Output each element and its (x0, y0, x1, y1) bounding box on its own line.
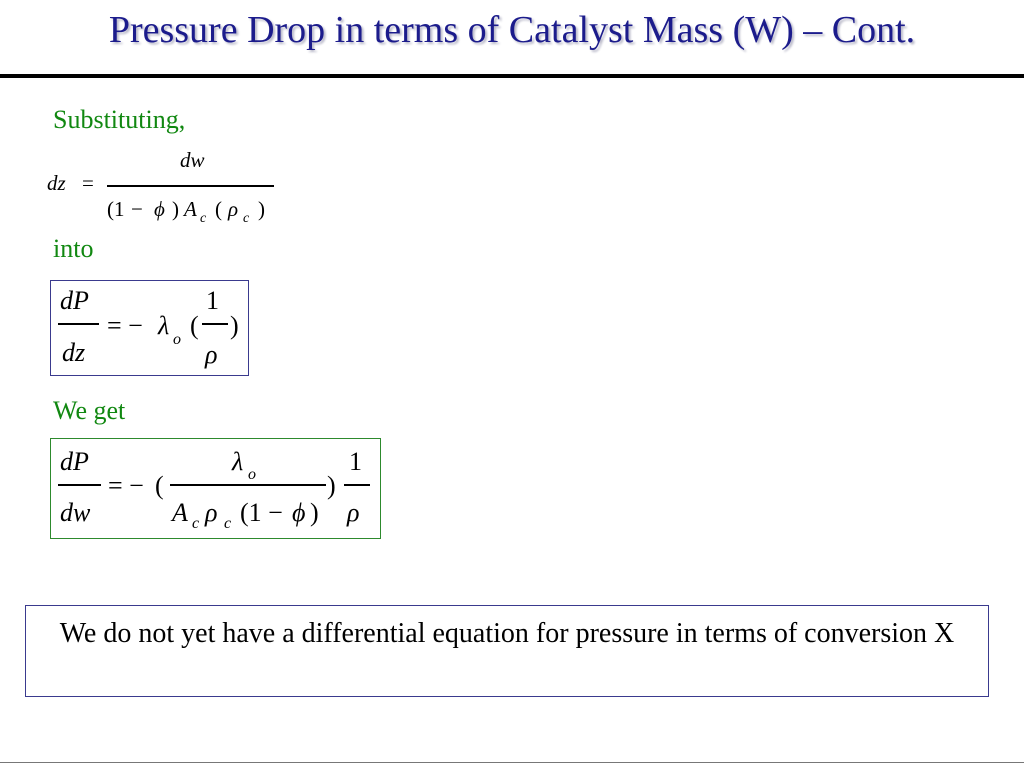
eq1-lhs: dz (47, 171, 66, 195)
eq3-equals-minus: = − (108, 471, 144, 500)
eq3-den-rho: ρ (205, 498, 218, 527)
into-label: into (53, 234, 94, 263)
eq3-lambda-sub: o (248, 466, 256, 483)
eq1-den-A: A (184, 197, 197, 221)
eq1-den-rho-sub: c (243, 211, 250, 226)
eq2-equals-minus: = − (107, 311, 143, 340)
slide-title: Pressure Drop in terms of Catalyst Mass (W) – Cont. (108, 9, 916, 51)
eq2-num: dP (60, 286, 89, 315)
eq2-fraction-bar (58, 323, 99, 325)
eq3-lambda: λ (232, 447, 244, 476)
eq1-den-phi: ϕ (154, 197, 165, 221)
eq1-den-paren-close: ) (258, 197, 265, 221)
eq1-equals: = (82, 171, 94, 195)
eq3-num: dP (60, 447, 89, 476)
bottom-divider (0, 762, 1024, 763)
eq3-den-tail: (1 − (240, 498, 283, 527)
eq2-den: dz (62, 338, 86, 367)
note-box (25, 605, 989, 697)
eq1-numerator: dw (180, 148, 205, 172)
title-divider (0, 74, 1024, 78)
substituting-label: Substituting, (53, 105, 186, 134)
eq2-lambda: λ (158, 311, 170, 340)
eq1-den-minus: − (131, 197, 143, 221)
we-get-label: We get (53, 396, 126, 425)
eq3-paren-close: ) (327, 471, 336, 500)
eq3-den-close: ) (310, 498, 319, 527)
eq3-frac-num: 1 (349, 447, 362, 476)
eq3-fraction-bar (58, 484, 101, 486)
eq1-den-A-sub: c (200, 211, 207, 226)
eq3-rho-fraction-bar (344, 484, 370, 486)
eq2-lambda-sub: o (173, 331, 181, 348)
eq1-den-open: (1 (107, 197, 125, 221)
eq3-paren-open: ( (155, 471, 164, 500)
note-text: We do not yet have a differential equation for pressure in terms of conversion X (59, 618, 955, 649)
eq2-inner-fraction-bar (202, 323, 228, 325)
eq3-frac-den: ρ (347, 498, 360, 527)
eq3-den-phi: ϕ (292, 498, 306, 527)
eq3-den-rho-sub: c (224, 515, 232, 532)
eq3-den-A: A (172, 498, 188, 527)
eq3-inner-fraction-bar (170, 484, 326, 486)
eq1-den-close: ) (172, 197, 179, 221)
eq1-fraction-bar (107, 185, 274, 187)
eq1-den-paren-open: ( (215, 197, 222, 221)
eq2-frac-den: ρ (205, 340, 218, 369)
eq3-den: dw (60, 498, 91, 527)
eq2-paren-open: ( (190, 311, 199, 340)
eq1-den-rho: ρ (228, 197, 239, 221)
eq2-paren-close: ) (230, 311, 239, 340)
eq3-den-A-sub: c (192, 515, 200, 532)
eq2-frac-num: 1 (206, 286, 219, 315)
